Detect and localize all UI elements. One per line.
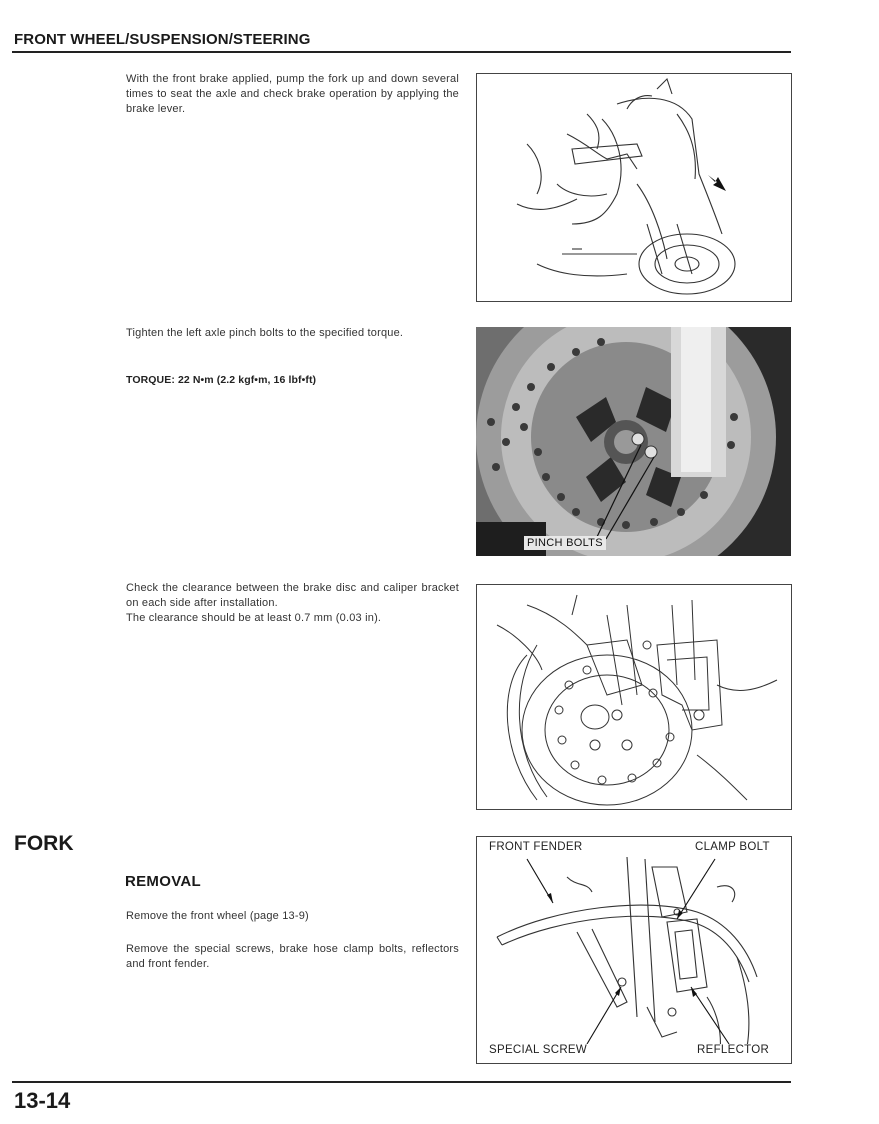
section-title-fork: FORK [14,832,74,855]
fork-pump-illustration [477,74,791,301]
step-remove-wheel: Remove the front wheel (page 13-9) [126,910,309,922]
subsection-title-removal: REMOVAL [125,873,201,890]
front-fender-illustration [477,837,791,1063]
header-title: FRONT WHEEL/SUSPENSION/STEERING [14,31,311,48]
reflector-label: REFLECTOR [697,1044,770,1056]
clearance-note: The clearance should be at least 0.7 mm (0.03 in). [126,612,382,624]
figure-front-fender [476,836,792,1064]
torque-spec: TORQUE: 22 N•m (2.2 kgf•m, 16 lbf•ft) [126,374,317,386]
figure-disc-clearance [476,584,792,810]
step-remove-parts: Remove the special screws, brake hose clamp bolts, reflectors and front fender. [126,943,459,970]
special-screw-label: SPECIAL SCREW [489,1044,588,1056]
pinch-bolts-photo [476,327,791,556]
front-fender-label: FRONT FENDER [489,841,583,853]
figure-fork-pump [476,73,792,302]
step-pump-fork: With the front brake applied, pump the fork up and down several times to seat the axle and check brake operation by applying the brake lever. [126,73,459,115]
disc-clearance-illustration [477,585,791,809]
step-check-clearance: Check the clearance between the brake disc and caliper bracket on each side after installation. [126,582,459,609]
pinch-bolts-label: PINCH BOLTS [524,536,606,550]
header-rule [12,51,791,53]
step-tighten-bolts: Tighten the left axle pinch bolts to the specified torque. [126,327,404,339]
page-number: 13-14 [14,1088,71,1113]
photo-pinch-bolts [476,327,791,556]
clamp-bolt-label: CLAMP BOLT [695,841,770,853]
footer-rule [12,1081,791,1083]
